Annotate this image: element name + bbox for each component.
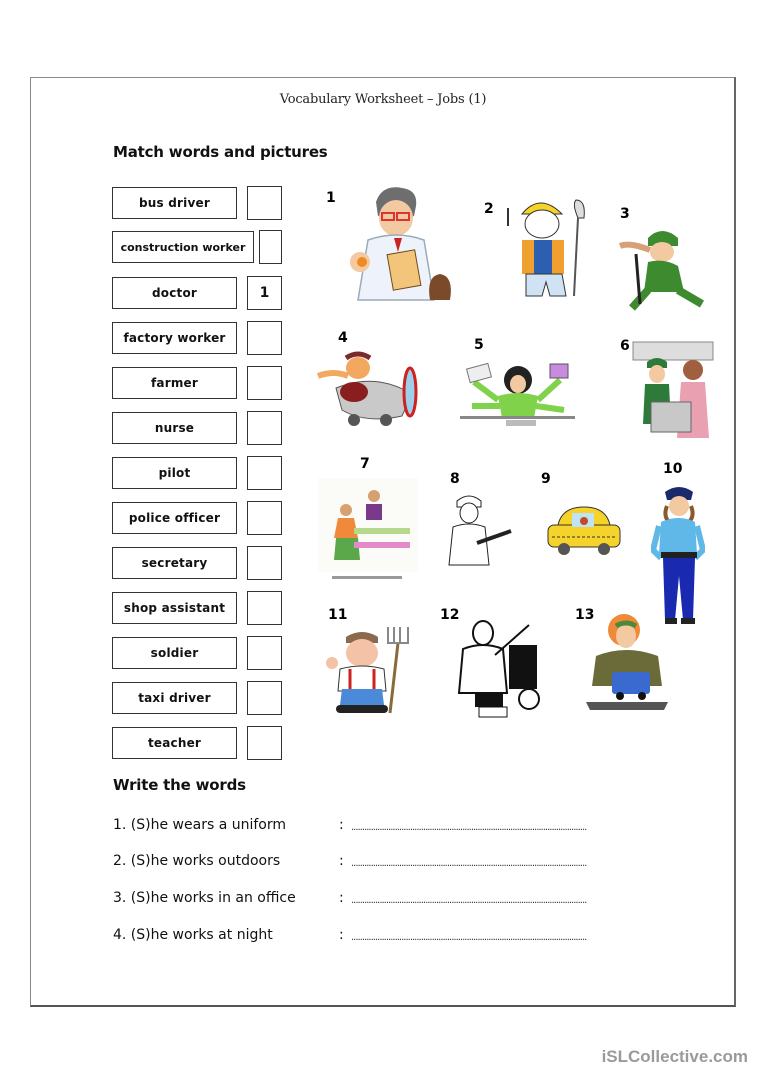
word-box-factory-worker: factory worker — [112, 322, 237, 354]
picture-number-13: 13 — [575, 607, 595, 623]
factory-worker-illustration-icon — [586, 610, 668, 712]
picture-number-11: 11 — [328, 607, 348, 623]
doctor-illustration-icon — [338, 182, 460, 308]
question-3-text: 3. (S)he works in an office — [113, 890, 296, 906]
answer-box-soldier[interactable] — [247, 636, 282, 670]
answer-box-police-officer[interactable] — [247, 501, 282, 535]
question-1-answer-line[interactable]: ............................................................................................................ — [351, 822, 587, 833]
question-2 — [113, 853, 587, 869]
construction-worker-illustration-icon — [498, 190, 593, 302]
word-box-bus-driver: bus driver — [112, 187, 237, 219]
question-2-colon: : — [339, 853, 344, 869]
answer-box-teacher[interactable] — [247, 726, 282, 760]
nurse-illustration-icon — [447, 493, 521, 567]
word-box-soldier: soldier — [112, 637, 237, 669]
watermark: iSLCollective.com — [601, 1047, 748, 1066]
question-4-text: 4. (S)he works at night — [113, 927, 273, 943]
answer-box-farmer[interactable] — [247, 366, 282, 400]
picture-number-3: 3 — [620, 206, 630, 222]
question-3 — [113, 890, 587, 906]
secretary-illustration-icon — [460, 360, 575, 432]
answer-box-construction-worker[interactable] — [259, 230, 282, 264]
picture-number-6: 6 — [620, 338, 630, 354]
answer-box-factory-worker[interactable] — [247, 321, 282, 355]
police-officer-illustration-icon — [651, 484, 705, 628]
picture-number-4: 4 — [338, 330, 348, 346]
word-box-taxi-driver: taxi driver — [112, 682, 237, 714]
answer-box-pilot[interactable] — [247, 456, 282, 490]
answer-box-bus-driver[interactable] — [247, 186, 282, 220]
word-box-police-officer: police officer — [112, 502, 237, 534]
soldier-illustration-icon — [618, 224, 712, 314]
word-box-construction-worker: construction worker — [112, 231, 254, 263]
picture-number-1: 1 — [326, 190, 336, 206]
word-box-nurse: nurse — [112, 412, 237, 444]
shop-assistant-illustration-icon — [318, 478, 418, 584]
picture-number-12: 12 — [440, 607, 460, 623]
question-2-text: 2. (S)he works outdoors — [113, 853, 281, 869]
word-box-secretary: secretary — [112, 547, 237, 579]
section-heading-match: Match words and pictures — [113, 143, 328, 161]
picture-number-10: 10 — [663, 461, 683, 477]
picture-number-9: 9 — [541, 471, 551, 487]
teacher-illustration-icon — [455, 615, 550, 720]
section-heading-write: Write the words — [113, 776, 246, 794]
picture-number-5: 5 — [474, 337, 484, 353]
question-1-text: 1. (S)he wears a uniform — [113, 817, 287, 833]
taxi-driver-illustration-icon — [544, 505, 624, 561]
question-4 — [113, 927, 587, 943]
answer-box-shop-assistant[interactable] — [247, 591, 282, 625]
farmer-illustration-icon — [324, 623, 416, 715]
word-box-doctor: doctor — [112, 277, 237, 309]
question-4-answer-line[interactable]: ............................................................................................................ — [351, 932, 587, 943]
question-3-colon: : — [339, 890, 344, 906]
word-box-pilot: pilot — [112, 457, 237, 489]
answer-box-taxi-driver[interactable] — [247, 681, 282, 715]
answer-box-secretary[interactable] — [247, 546, 282, 580]
answer-box-doctor[interactable]: 1 — [247, 276, 282, 310]
question-1-colon: : — [339, 817, 344, 833]
picture-number-7: 7 — [360, 456, 370, 472]
question-4-colon: : — [339, 927, 344, 943]
bus-driver-illustration-icon — [631, 340, 716, 446]
word-box-teacher: teacher — [112, 727, 237, 759]
question-3-answer-line[interactable]: ............................................................................................................ — [351, 895, 587, 906]
answer-box-nurse[interactable] — [247, 411, 282, 445]
question-2-answer-line[interactable]: ............................................................................................................ — [351, 858, 587, 869]
word-box-farmer: farmer — [112, 367, 237, 399]
picture-number-8: 8 — [450, 471, 460, 487]
word-box-shop-assistant: shop assistant — [112, 592, 237, 624]
worksheet-title: Vocabulary Worksheet – Jobs (1) — [279, 92, 487, 107]
picture-number-2: 2 — [484, 201, 494, 217]
pilot-illustration-icon — [314, 348, 426, 430]
question-1 — [113, 817, 587, 833]
